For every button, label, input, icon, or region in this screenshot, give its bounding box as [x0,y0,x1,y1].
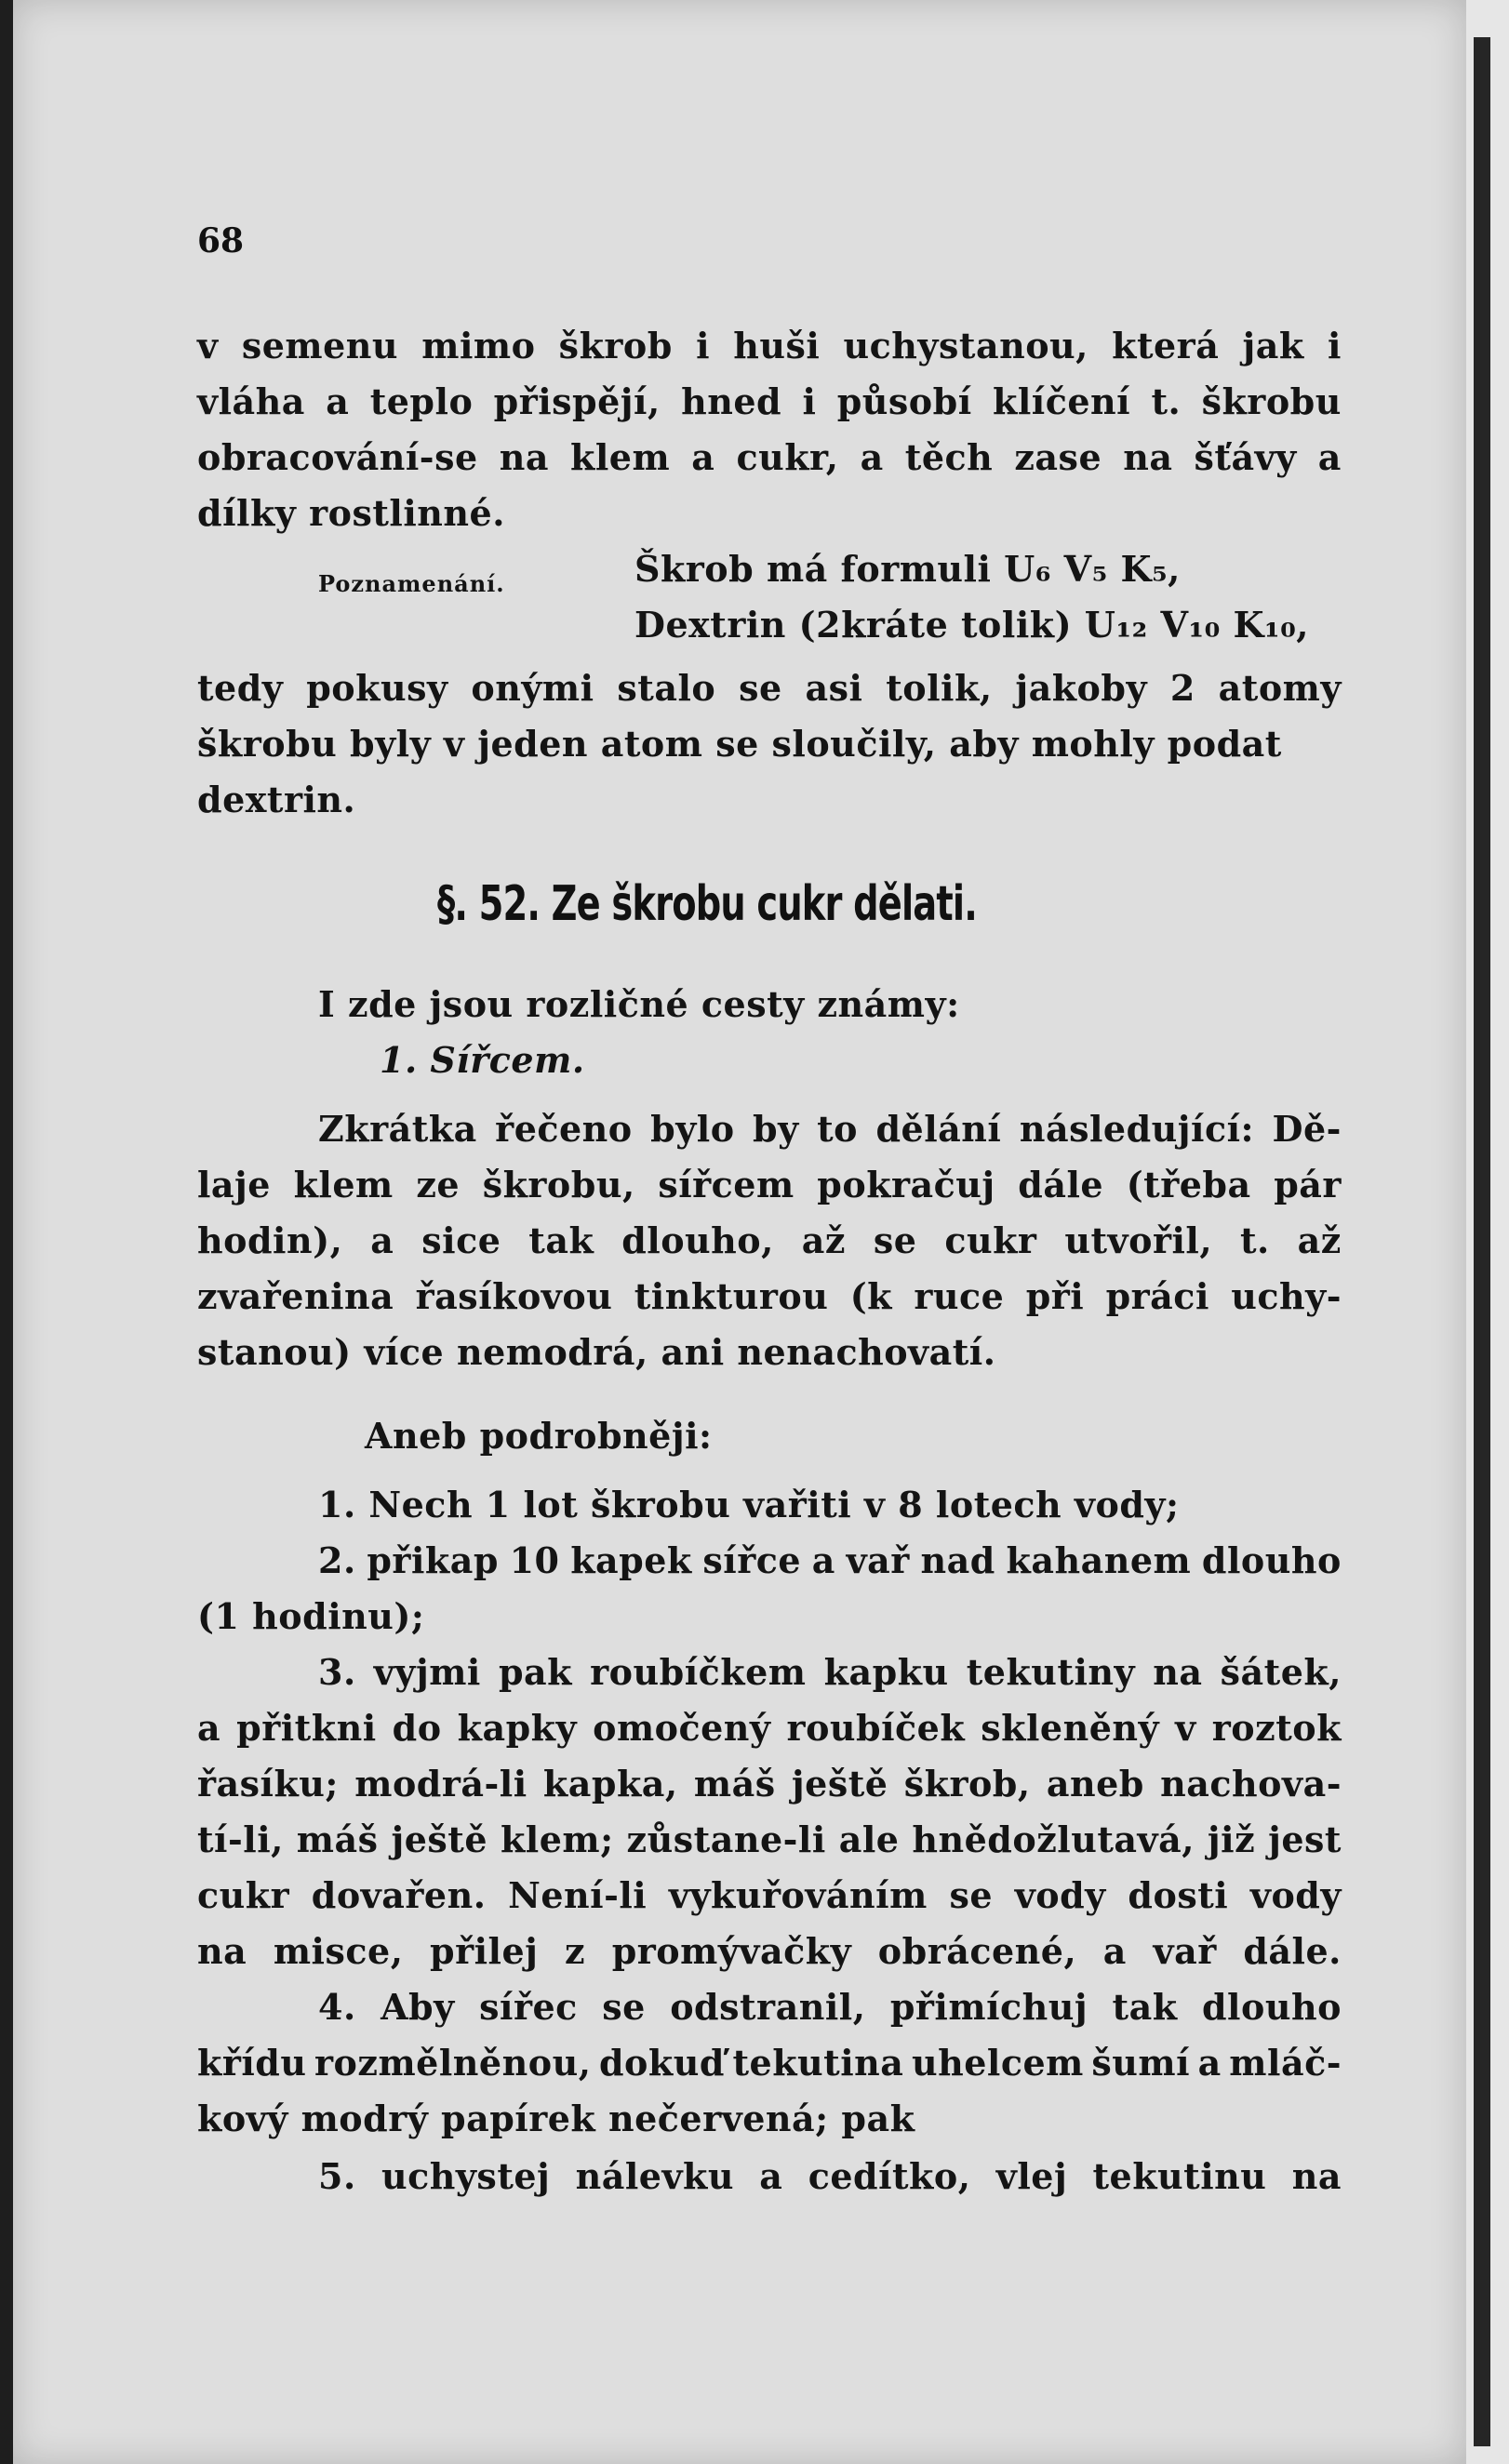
step-line: (1 hodinu); [197,1595,425,1637]
step-line: 2. přikap 10 kapek sířce a vař nad kahanem dlouho [318,1539,1342,1581]
step-line: řasíku; modrá-li kapka, máš ještě škrob, aneb nachova- [197,1763,1342,1805]
note-line: tedy pokusy onými stalo se asi tolik, jakoby 2 atomy [197,667,1342,709]
step-line: cukr dovařen. Není-li vykuřováním se vody dosti vody [197,1874,1342,1916]
step-line: na misce, přilej z promývačky obrácené, a vař dále. [197,1930,1342,1972]
page-number: 68 [197,221,245,260]
method-line: stanou) více nemodrá, ani nenachovatí. [197,1331,996,1373]
paragraph-line: v semenu mimo škrob i huši uchystanou, která jak i [197,325,1342,366]
method-line: zvařenina řasíkovou tinkturou (k ruce při práci uchy- [197,1275,1342,1317]
intro-line: I zde jsou rozličné cesty známy: [318,983,960,1025]
formula-dextrin: Dextrin (2kráte tolik) U₁₂ V₁₀ K₁₀, [634,604,1310,646]
method-line: Zkrátka řečeno bylo by to dělání následující: Dě- [318,1108,1342,1150]
paragraph-line: dílky rostlinné. [197,492,505,534]
method-title: 1. Sířcem. [380,1039,585,1081]
step-line: křídu rozmělněnou, dokuď tekutina uhelcem šumí a mláč- [197,2042,1342,2084]
section-heading: §. 52. Ze škrobu cukr dělati. [437,876,977,932]
step-line: tí-li, máš ještě klem; zůstane-li ale hnědožlutavá, již jest [197,1818,1342,1860]
step-line: 3. vyjmi pak roubíčkem kapku tekutiny na šátek, [318,1651,1342,1693]
note-line: dextrin. [197,779,356,820]
method-line: laje klem ze škrobu, sířcem pokračuj dále (třeba pár [197,1164,1342,1205]
step-line: 5. uchystej nálevku a cedítko, vlej tekutinu na [318,2155,1342,2197]
note-label: Poznamenání. [318,570,505,597]
method-line: hodin), a sice tak dlouho, až se cukr utvořil, t. až [197,1219,1342,1261]
note-line: škrobu byly v jeden atom se sloučily, aby mohly podat [197,723,1282,765]
step-line: a přitkni do kapky omočený roubíček skleněný v roztok [197,1707,1342,1749]
step-line: kový modrý papírek nečervená; pak [197,2098,915,2139]
paragraph-line: vláha a teplo přispějí, hned i působí klíčení t. škrobu [197,380,1342,422]
step-line: 4. Aby sířec se odstranil, přimíchuj tak dlouho [318,1986,1342,2028]
step-line: 1. Nech 1 lot škrobu vařiti v 8 lotech vody; [318,1484,1180,1525]
page-edge [1466,0,1509,2464]
paragraph-line: obracování-se na klem a cukr, a těch zase na šťávy a [197,436,1342,478]
formula-starch: Škrob má formuli U₆ V₅ K₅, [634,548,1181,590]
detail-intro: Aneb podrobněji: [365,1415,713,1457]
